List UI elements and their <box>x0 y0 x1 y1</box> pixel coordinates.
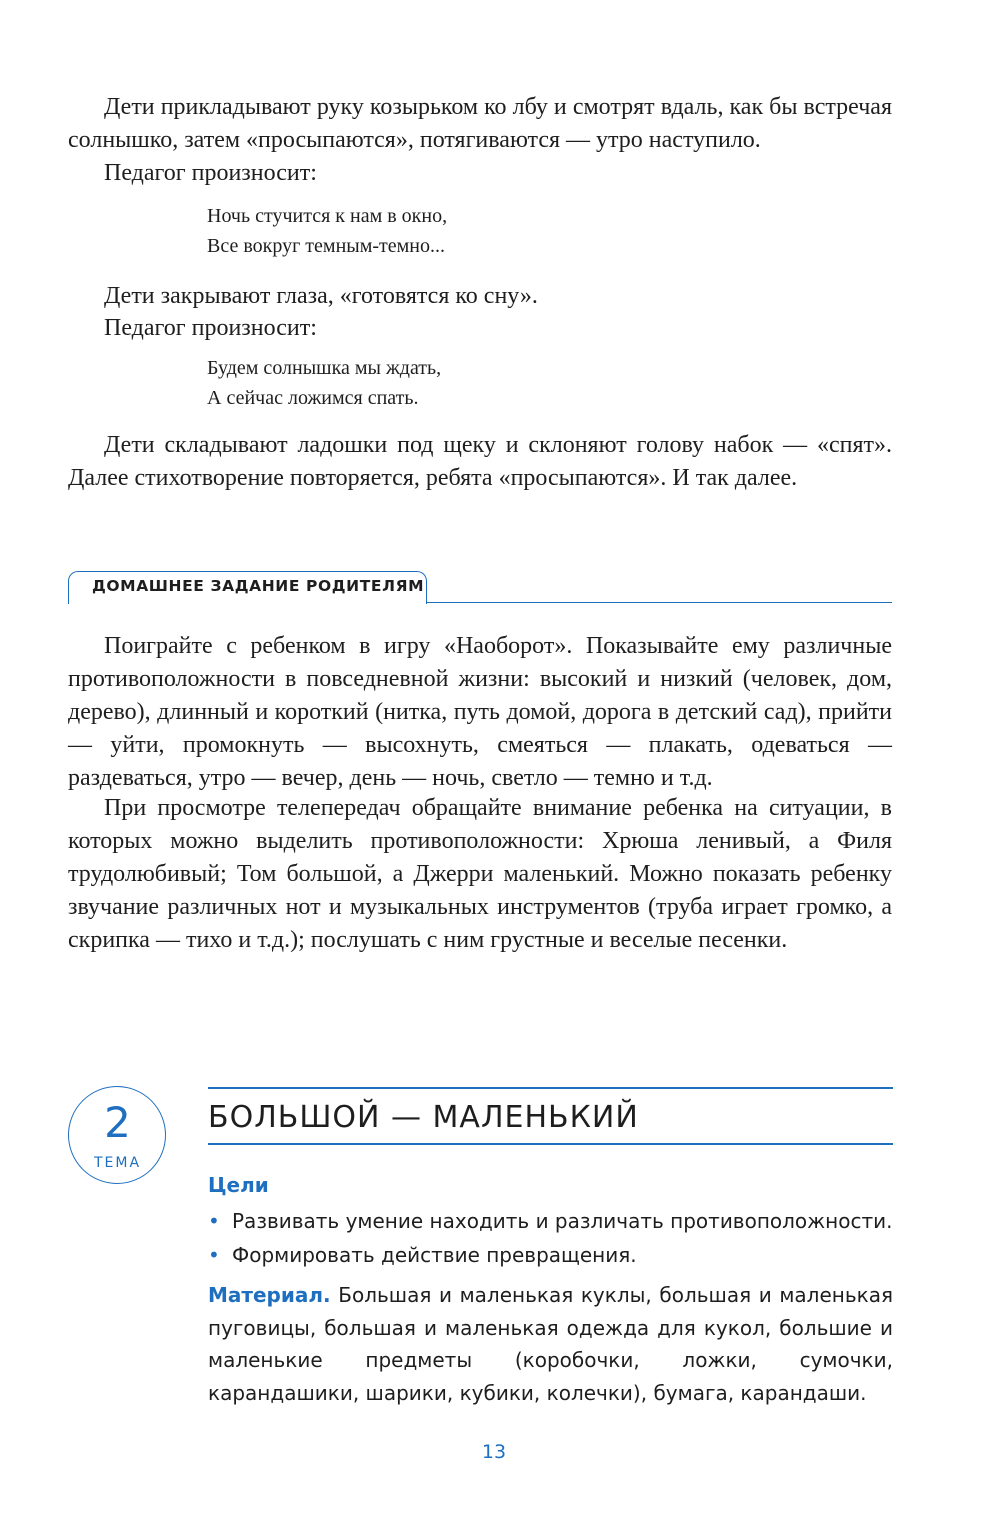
paragraph-children-wake: Дети прикладывают руку козырьком ко лбу и смотрят вдаль, как бы встречая солнышко, затем «просыпаются», потягиваются — утро наступило. <box>68 94 892 153</box>
goal-item <box>208 1207 893 1235</box>
verse-line: А сейчас ложимся спать. <box>207 387 419 409</box>
homework-paragraph-1: Поиграйте с ребенком в игру «Наоборот». Показывайте ему различные противоположности в повседневной жизни: высокий и низкий (человек, дом, дерево), длинный и короткий (нитка, путь домой, дорога в детский сад), прийти — уйти, промокнуть — высохнуть, смеяться — плакать, одеваться — раздеваться, утро — вечер, день — ночь, светло — темно и т.д. <box>68 633 892 791</box>
verse-sun <box>207 353 441 413</box>
topic-rule-bottom <box>208 1143 893 1145</box>
goals-heading: Цели <box>208 1173 269 1197</box>
goal-item <box>208 1241 637 1269</box>
paragraph-children-close-eyes: Дети закрывают глаза, «готовятся ко сну». <box>104 283 538 309</box>
topic-title: БОЛЬШОЙ — МАЛЕНЬКИЙ <box>208 1100 639 1135</box>
verse-line: Все вокруг темным-темно... <box>207 235 446 257</box>
verse-line: Ночь стучится к нам в окно, <box>207 205 448 227</box>
material-label: Материал. <box>208 1283 331 1307</box>
paragraph-teacher-says-1: Педагог произносит: <box>104 160 317 186</box>
paragraph-teacher-says-2: Педагог произносит: <box>104 315 317 341</box>
homework-paragraph-2: При просмотре телепередач обращайте внимание ребенка на ситуации, в которых можно выделить противоположности: Хрюша ленивый, а Филя трудолюбивый; Том большой, а Джерри маленький. Можно показать ребенку звучание различных нот и музыкальных инструментов (труба играет громко, а скрипка — тихо и т.д.); послушать с ним грустные и веселые песенки. <box>68 795 892 953</box>
page-number: 13 <box>481 1441 507 1463</box>
bullet-icon: • <box>208 1209 220 1233</box>
goal-text: Развивать умение находить и различать противоположности. <box>232 1209 893 1233</box>
material-text: Большая и маленькая куклы, большая и маленькая пуговицы, большая и маленькая одежда для кукол, большие и маленькие предметы (коробочки, ложки, сумочки, карандашики, шарики, кубики, колечки), бумага, карандаши. <box>208 1283 893 1405</box>
verse-night <box>207 201 447 261</box>
topic-rule-top <box>208 1087 893 1089</box>
homework-title: ДОМАШНЕЕ ЗАДАНИЕ РОДИТЕЛЯМ <box>92 577 425 595</box>
material-paragraph <box>208 1279 893 1409</box>
verse-line: Будем солнышка мы ждать, <box>207 357 442 379</box>
bullet-icon: • <box>208 1243 220 1267</box>
goal-text: Формировать действие превращения. <box>232 1243 637 1267</box>
topic-number: 2 <box>104 1098 131 1147</box>
topic-label: ТЕМА <box>93 1155 142 1171</box>
paragraph-children-sleep: Дети складывают ладошки под щеку и склоняют голову набок — «спят». Далее стихотворение повторяется, ребята «просыпаются». И так далее. <box>68 432 892 491</box>
